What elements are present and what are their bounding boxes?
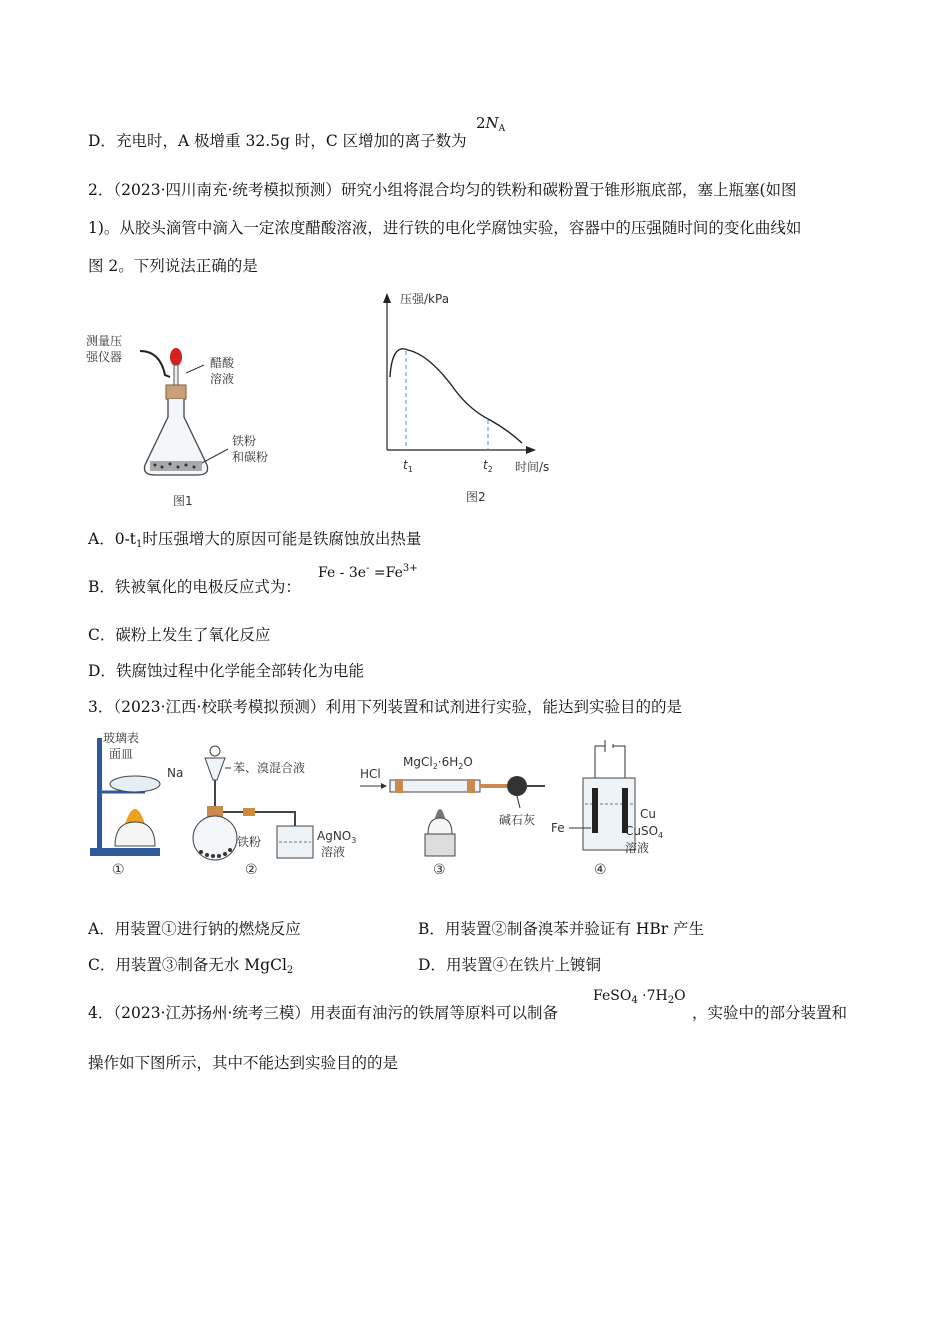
question-source: （2023·江苏扬州·统考三模）	[113, 1004, 310, 1022]
q3-option-a: A．用装置①进行钠的燃烧反应	[88, 920, 301, 938]
q4-stem-post: ，实验中的部分装置和	[692, 1004, 848, 1022]
question-source: （2023·江西·校联考模拟预测）	[113, 698, 326, 716]
y-axis-arrow	[383, 293, 391, 303]
hcl-arrow-head	[381, 783, 387, 789]
label-acid-1: 醋酸	[210, 356, 235, 370]
tube-stopper-left	[395, 779, 403, 793]
label-instrument-1: 测量压	[86, 334, 123, 348]
a1-label-glass-2: 面皿	[109, 747, 134, 761]
a4-label-cu: Cu	[640, 807, 656, 821]
a4-number: ④	[594, 862, 607, 878]
a2-number: ②	[245, 862, 258, 878]
a1-label-glass-1: 玻璃表	[103, 731, 140, 745]
question-number: 2．	[88, 181, 114, 199]
a3-block	[425, 834, 455, 856]
label-powder-2: 和碳粉	[232, 450, 269, 464]
pressure-curve	[390, 349, 522, 443]
a3-label-soda: 碱石灰	[499, 813, 536, 827]
a1-label-na: Na	[167, 766, 184, 780]
question-source: （2023·四川南充·统考模拟预测）	[113, 181, 341, 199]
figure-1-caption: 图1	[173, 494, 193, 508]
q3-option-d: D．用装置④在铁片上镀铜	[418, 956, 601, 974]
tube-joint	[243, 808, 255, 816]
q3-option-c: C．用装置③制备无水 MgCl$_2$	[88, 956, 294, 976]
q2-option-d: D．铁腐蚀过程中化学能全部转化为电能	[88, 662, 364, 680]
q2-stem-line2: 1)。从胶头滴管中滴入一定浓度醋酸溶液，进行铁的电化学腐蚀实验，容器中的压强随时间的变化曲线如	[88, 219, 802, 237]
dropper-bulb	[170, 348, 182, 366]
acid-pointer	[186, 365, 204, 373]
a2-label-agno3: AgNO$_3$	[317, 829, 357, 845]
a2-label-sol: 溶液	[321, 845, 346, 859]
soda-pointer	[517, 796, 520, 808]
a4-label-fe: Fe	[551, 821, 565, 835]
stand-rod	[97, 738, 102, 850]
figure-q3-apparatus	[85, 728, 685, 883]
q4-formula: FeSO$_4$ $\cdot 7H_2O$	[593, 988, 686, 1006]
q2-option-c: C．碳粉上发生了氧化反应	[88, 626, 271, 644]
x-axis-arrow	[526, 446, 536, 454]
q3-option-b: B．用装置②制备溴苯并验证有 HBr 产生	[418, 920, 705, 938]
a2-label-iron: 铁粉	[237, 835, 262, 849]
q2-option-b-equation: $Fe - 3e^- =Fe^{3+}$	[318, 563, 418, 581]
label-powder-1: 铁粉	[232, 434, 257, 448]
glass-tube	[390, 780, 480, 792]
a3-lamp	[428, 818, 452, 834]
figure-1-flask	[80, 325, 290, 515]
a4-label-cuso4: CuSO$_4$	[625, 824, 664, 840]
alcohol-lamp	[115, 822, 155, 846]
instrument-tube	[140, 351, 170, 377]
funnel-stopper	[210, 746, 220, 756]
a1-number: ①	[112, 862, 125, 878]
y-axis-label: 压强/kPa	[400, 292, 450, 306]
t2-label: $t_2$	[483, 458, 493, 474]
x-axis-label: 时间/s	[515, 460, 550, 474]
a2-label-mix: 苯、溴混合液	[233, 761, 306, 775]
option-text: 充电时，A 极增重 32.5g 时，C 区增加的离子数为	[115, 132, 467, 150]
powder-pointer	[202, 449, 228, 463]
q1-option-d	[88, 131, 467, 151]
a3-number: ③	[433, 862, 446, 878]
fe-electrode	[592, 788, 598, 833]
t1-label: $t_1$	[403, 458, 413, 474]
figure-2-caption: 图2	[466, 490, 486, 504]
q2-option-a: A．$0-t_1$时压强增大的原因可能是铁腐蚀放出热量	[88, 530, 422, 550]
dropping-funnel	[205, 758, 225, 780]
label-acid-2: 溶液	[210, 372, 235, 386]
question-number: 3．	[88, 698, 114, 716]
figure-2-pressure-chart	[370, 285, 570, 510]
q3-stem: 3．（2023·江西·校联考模拟预测）利用下列装置和试剂进行实验，能达到实验目的的是	[88, 698, 682, 716]
a4-label-sol: 溶液	[625, 841, 650, 855]
option-label: D．	[88, 132, 116, 150]
a3-flame	[435, 809, 445, 818]
q2-stem-line3: 图 2。下列说法正确的是	[88, 257, 258, 275]
q4-stem-line1: 4．（2023·江苏扬州·统考三模）用表面有油污的铁屑等原料可以制备	[88, 1004, 558, 1022]
a3-label-hcl: HCl	[360, 767, 381, 781]
a3-label-mg: $MgCl_2\cdot 6H_2O$	[403, 755, 473, 771]
watch-glass	[110, 776, 160, 792]
drying-tube-bulb	[507, 776, 527, 796]
q2-stem-line1: 2．（2023·四川南充·统考模拟预测）研究小组将混合均匀的铁粉和碳粉置于锥形瓶底部，塞上瓶塞(如图	[88, 181, 797, 199]
stopper	[166, 385, 186, 399]
tube-stopper-right	[467, 779, 475, 793]
q2-option-b: B．铁被氧化的电极反应式为：	[88, 578, 301, 596]
formula-2na: $2N_A$	[476, 114, 506, 134]
question-number: 4．	[88, 1004, 114, 1022]
label-instrument-2: 强仪器	[86, 350, 123, 364]
q4-stem-line2: 操作如下图所示，其中不能达到实验目的的是	[88, 1054, 399, 1072]
